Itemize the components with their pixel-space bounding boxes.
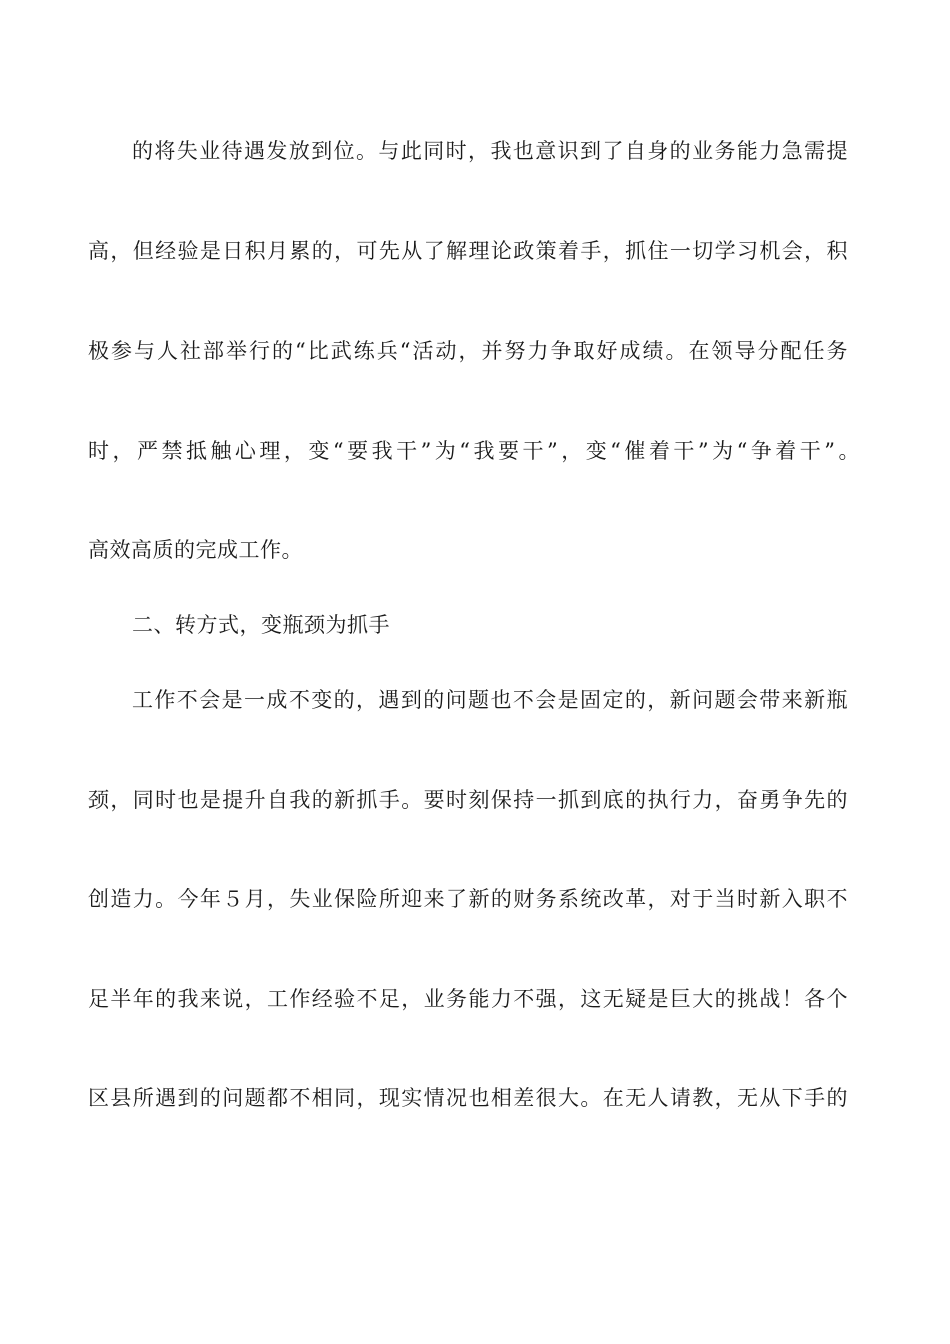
section-heading: 二、转方式，变瓶颈为抓手 [132, 613, 390, 637]
paragraph-line: 创造力。今年５月，失业保险所迎来了新的财务系统改革，对于当时新入职不 [88, 887, 848, 911]
paragraph-line: 极参与人社部举行的“比武练兵“活动，并努力争取好成绩。在领导分配任务 [88, 339, 848, 363]
paragraph-line: 的将失业待遇发放到位。与此同时，我也意识到了自身的业务能力急需提 [132, 139, 848, 163]
paragraph-line: 高效高质的完成工作。 [88, 538, 303, 562]
paragraph-line: 区县所遇到的问题都不相同，现实情况也相差很大。在无人请教，无从下手的 [88, 1086, 848, 1110]
paragraph-line: 高，但经验是日积月累的，可先从了解理论政策着手，抓住一切学习机会，积 [88, 239, 848, 263]
paragraph-line: 工作不会是一成不变的，遇到的问题也不会是固定的，新问题会带来新瓶 [132, 688, 848, 712]
paragraph-line: 足半年的我来说，工作经验不足，业务能力不强，这无疑是巨大的挑战！各个 [88, 987, 848, 1011]
paragraph-line: 时，严禁抵触心理，变“要我干”为“我要干”，变“催着干”为“争着干”。 [88, 439, 860, 463]
paragraph-line: 颈，同时也是提升自我的新抓手。要时刻保持一抓到底的执行力，奋勇争先的 [88, 788, 848, 812]
